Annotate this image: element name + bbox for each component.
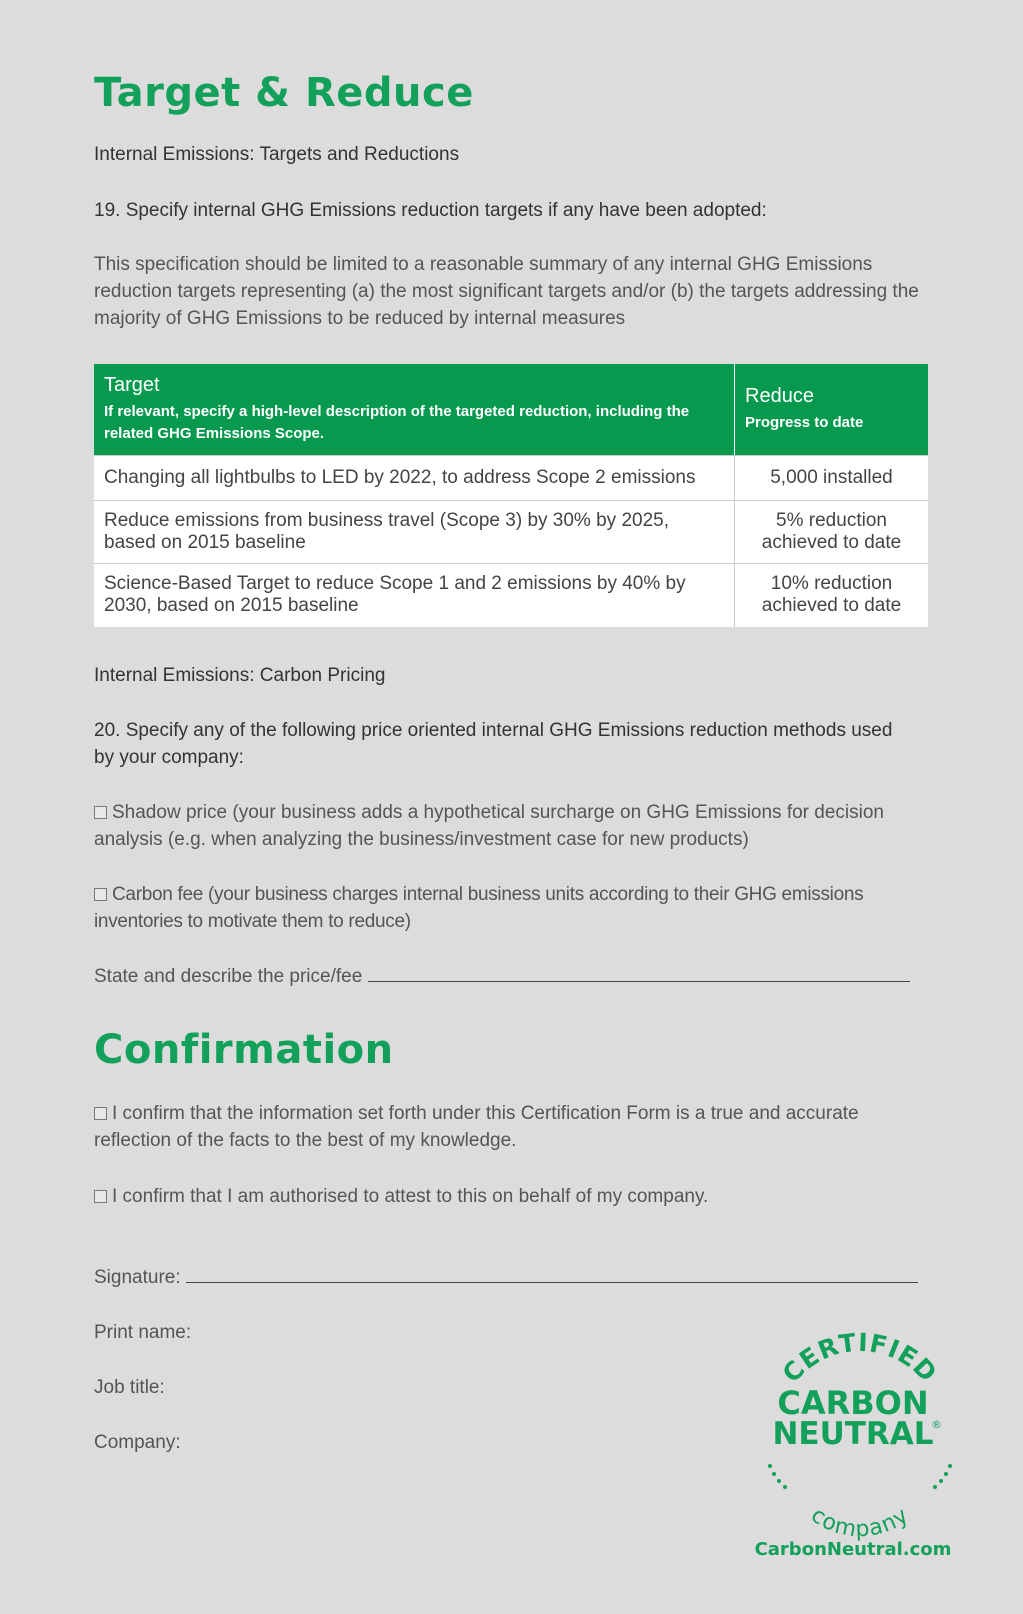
price-fee-row [94,963,934,990]
table-row [94,456,928,501]
shadow-price-checkbox[interactable] [94,806,107,819]
option-carbon-fee [94,881,934,935]
carbon-fee-label: Carbon fee (your business charges internal business units according to their GHG emissions inventories to motivate them to reduce) [94,884,864,932]
table-row [94,501,928,564]
header-reduce-subtitle: Progress to date [745,414,864,431]
question-20: 20. Specify any of the following price oriented internal GHG Emissions reduction methods used by your company: [94,720,893,768]
shadow-price-label: Shadow price (your business adds a hypothetical surcharge on GHG Emissions for decision analysis (e.g. when analyzing the business/investment case for new products) [94,802,884,850]
header-target-subtitle: If relevant, specify a high-level description of the targeted reduction, including the related GHG Emissions Scope. [104,403,690,442]
confirm-information [94,1100,934,1154]
header-target-title: Target [104,374,160,396]
confirm-authorised [94,1183,934,1210]
header-reduce [735,364,929,456]
logo-dots [768,1464,952,1489]
company-label: Company: [94,1432,181,1453]
price-fee-label: State and describe the price/fee [94,966,363,987]
carbon-fee-checkbox[interactable] [94,888,107,901]
option-shadow-price [94,799,934,853]
progress-cell: 10% reduction achieved to date [735,564,929,627]
question-19: 19. Specify internal GHG Emissions reduction targets if any have been adopted: [94,200,767,221]
certified-carbon-neutral-logo [745,1328,975,1558]
confirm-information-label: I confirm that the information set forth under this Certification Form is a true and accurate reflection of the facts to the best of my knowledge. [94,1103,859,1151]
signature-field[interactable] [186,1282,918,1283]
target-cell: Reduce emissions from business travel (Scope 3) by 30% by 2025, based on 2015 baseline [94,501,735,564]
target-cell: Changing all lightbulbs to LED by 2022, to address Scope 2 emissions [94,456,735,501]
table-row [94,564,928,627]
logo-url-text: CarbonNeutral.com [754,1539,952,1558]
signature-row [94,1264,934,1291]
progress-cell: 5,000 installed [735,456,929,501]
progress-cell: 5% reduction achieved to date [735,501,929,564]
logo-carbon-text: CARBON [777,1384,929,1422]
confirm-authorised-checkbox[interactable] [94,1190,107,1203]
logo-company-text: company [806,1502,914,1543]
table-header-row [94,364,928,456]
section-heading-confirmation: Confirmation [94,1027,394,1073]
subheading-carbon-pricing: Internal Emissions: Carbon Pricing [94,665,386,686]
logo-certified-text: CERTIFIED [776,1328,944,1389]
price-fee-field[interactable] [368,981,910,982]
logo-registered-mark: ® [931,1418,942,1431]
header-reduce-title: Reduce [745,385,814,407]
targets-table [94,364,928,627]
subheading-targets: Internal Emissions: Targets and Reductions [94,144,460,165]
confirm-information-checkbox[interactable] [94,1107,107,1120]
guidance-text: This specification should be limited to a reasonable summary of any internal GHG Emissions reduction targets representing (a) the most significant targets and/or (b) the targets addressing the majority of GHG Emissions to be reduced by internal measures [94,254,919,329]
header-target [94,364,735,456]
logo-neutral-text: NEUTRAL [772,1416,934,1452]
target-cell: Science-Based Target to reduce Scope 1 and 2 emissions by 40% by 2030, based on 2015 baseline [94,564,735,627]
print-name-label: Print name: [94,1322,192,1343]
job-title-label: Job title: [94,1377,165,1398]
section-heading-target-reduce: Target & Reduce [94,70,474,116]
confirm-authorised-label: I confirm that I am authorised to attest to this on behalf of my company. [112,1186,709,1207]
signature-label: Signature: [94,1267,181,1288]
